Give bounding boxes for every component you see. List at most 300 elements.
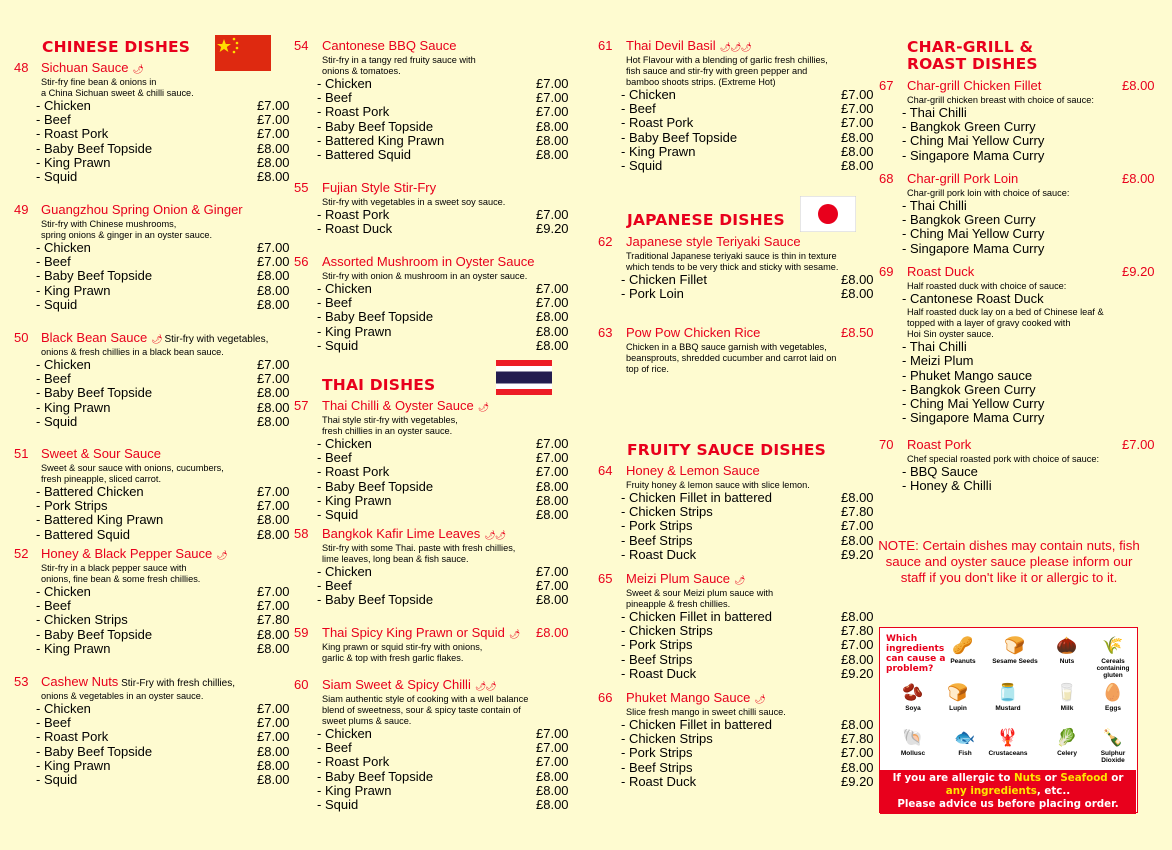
dish-name-text: Char-grill Chicken Fillet [907,78,1042,93]
option-label: - Battered Squid [317,146,411,162]
option-label: - Beef [36,254,71,270]
allergen-label: Celery [1057,750,1077,757]
warning-any: any ingredients [945,785,1037,797]
allergen-label: Lupin [949,705,967,712]
option-label: - King Prawn [317,323,392,339]
dish-name-text: Assorted Mushroom in Oyster Sauce [322,254,535,269]
option-price: £7.00 [257,371,290,387]
dish-name-text: Siam Sweet & Spicy Chilli [322,677,471,692]
menu-option-row [902,354,1142,368]
chilli-icon: 🌶 [132,64,143,74]
option-price: £7.80 [841,623,874,639]
nuts-icon: 🌰 [1056,636,1078,655]
menu-option-row [621,129,874,145]
option-price: £8.00 [536,118,569,134]
option-label: - Roast Duck [621,665,697,681]
dish-description: onions & fresh chillies in a black bean sauce. [41,347,224,357]
menu-dish-52 [14,546,290,656]
egg-icon: 🥚 [1102,683,1124,702]
menu-option-row [317,104,569,120]
menu-option-row [36,584,290,599]
menu-option-row [621,272,874,287]
menu-option-row [36,168,290,184]
fish-icon: 🐟 [954,728,976,747]
option-price: £7.00 [536,450,569,466]
menu-option-row [902,213,1142,227]
option-price: £9.20 [536,221,569,237]
option-price: £7.00 [257,498,290,514]
mollusc-icon: 🐚 [902,728,924,747]
option-price: £8.00 [536,323,569,339]
dish-sub-description: Half roasted duck lay on a bed of Chinese leaf & topped with a layer of gravy cooked with Hoi Sin oyster sauce. [907,307,1104,340]
allergen-crustaceans [985,728,1031,757]
option-price: £7.00 [257,729,290,745]
dish-description: Slice fresh mango in sweet chilli sauce. [626,707,786,717]
menu-dish-67 [879,78,1155,163]
menu-option-row [36,371,290,387]
menu-option-row [36,484,290,499]
menu-option-row [902,369,1142,383]
option-price: £8.00 [257,757,290,773]
menu-option-row [36,126,290,142]
option-price: £7.00 [536,726,569,741]
allergen-label: Milk [1060,705,1074,712]
option-price: £9.20 [841,773,874,789]
option-label: - Baby Beef Topside [36,268,153,284]
dish-name-text: Roast Pork [907,437,972,452]
option-label: - Roast Pork [317,104,390,120]
menu-option-row [36,701,290,716]
option-label: - Baby Beef Topside [317,768,434,784]
option-label: - Pork Strips [621,518,693,534]
dish-name [41,60,143,75]
menu-option-row [317,221,569,237]
menu-dish-63 [598,325,874,375]
menu-option-row [317,478,569,494]
dish-description: Chef special roasted pork with choice of sauce: [907,454,1100,464]
bottle-icon: 🍾 [1102,728,1124,747]
allergen-celery [1044,728,1090,757]
menu-dish-48 [14,60,290,184]
menu-option-row [36,357,290,372]
menu-option-row [317,564,569,579]
option-price: £8.00 [257,140,290,156]
allergen-lupin [935,683,981,712]
option-price: £8.00 [257,399,290,415]
option-price: £8.00 [536,796,569,812]
option-label: - Beef [36,112,71,128]
option-label: - Squid [36,296,78,312]
menu-option-row [621,609,874,624]
option-label: - Squid [36,413,78,429]
allergen-fish [942,728,988,757]
menu-option-row [317,295,569,311]
option-label: - Phuket Mango sauce [902,367,1033,383]
section-title-line-1: CHAR-GRILL & [907,38,1034,56]
dish-name [322,254,534,269]
sesame-icon: 🍞 [1004,636,1026,655]
menu-option-row [317,796,569,812]
option-price: £7.00 [536,76,569,91]
dish-name [41,546,227,561]
menu-option-row [621,157,874,173]
option-label: - Beef Strips [621,532,693,548]
menu-dish-55 [294,180,569,237]
option-label: - Chicken [36,357,91,372]
option-label: - Bangkok Green Curry [902,212,1036,228]
option-label: - Baby Beef Topside [317,309,434,325]
menu-option-row [902,411,1142,425]
warning-nuts: Nuts [1014,772,1041,784]
option-label: - Squid [317,506,359,522]
option-label: - Meizi Plum [902,353,974,369]
allergen-sulphur-dioxide [1090,728,1136,764]
option-price: £8.00 [536,309,569,325]
menu-option-row [902,120,1142,134]
celery-icon: 🥬 [1056,728,1078,747]
menu-option-row [317,90,569,106]
dish-name [322,180,436,195]
menu-option-row [902,397,1142,411]
dish-name-text: Black Bean Sauce [41,330,148,345]
dish-number: 55 [294,180,309,195]
dish-description: Stir-fry with vegetables in a sweet soy sauce. [322,197,506,207]
option-label: - Chicken [317,436,372,451]
section-title-thai: THAI DISHES [322,376,436,394]
menu-option-row [621,651,874,667]
dish-name [322,677,496,692]
option-label: - Squid [317,337,359,353]
menu-option-row [36,715,290,731]
dish-name-text: Meizi Plum Sauce [626,571,731,586]
option-label: - King Prawn [36,757,111,773]
chilli-icon: 🌶🌶🌶 [719,42,751,52]
dish-description: Hot Flavour with a blending of garlic fresh chillies, fish sauce and stir-fry with green pepper and bamboo shoots strips. (Extreme Hot) [626,55,828,87]
dish-number: 49 [14,202,29,217]
menu-option-row [317,450,569,466]
option-label: - Beef [317,295,352,311]
dish-description: Half roasted duck with choice of sauce: [907,281,1067,291]
menu-option-row [621,490,874,505]
japan-flag-icon [800,196,856,232]
allergen-cereals-containing-gluten [1090,636,1136,679]
option-label: - Roast Pork [621,115,694,131]
option-price: £7.00 [257,584,290,599]
dish-name-text: Sichuan Sauce [41,60,129,75]
option-price: £8.00 [536,506,569,522]
menu-option-row [36,413,290,429]
dish-name [626,690,765,705]
option-price: £7.00 [841,637,874,653]
menu-option-row [621,504,874,520]
warning-advice: Please advice us before placing order. [897,798,1119,810]
allergen-label: Nuts [1059,658,1075,665]
dish-name-text: Cantonese BBQ Sauce [322,38,457,53]
option-price: £8.00 [841,157,874,173]
option-label: - King Prawn [621,143,696,159]
option-price: £7.00 [536,90,569,106]
option-price: £8.00 [536,592,569,608]
dish-number: 51 [14,446,29,461]
option-label: - Beef Strips [621,759,693,775]
option-label: - Baby Beef Topside [36,626,153,642]
option-price: £8.00 [257,268,290,284]
option-label: - Roast Duck [621,546,697,562]
menu-option-row [36,498,290,514]
menu-option-row [36,729,290,745]
dish-description: onions & vegetables in an oyster sauce. [41,691,204,701]
warning-etc: , etc.. [1036,785,1071,797]
dish-name-text: Thai Spicy King Prawn or Squid [322,625,505,640]
option-price: £7.00 [536,207,569,222]
dish-name-text: Sweet & Sour Sauce [41,446,161,461]
menu-option-row [36,626,290,642]
option-label: - Roast Duck [621,773,697,789]
chilli-icon: 🌶🌶 [484,530,506,540]
menu-option-row [621,532,874,548]
menu-option-row [317,578,569,594]
dish-number: 48 [14,60,29,75]
menu-option-row [317,337,569,353]
dish-name [626,571,744,586]
menu-option-row [621,623,874,639]
menu-option-row [317,506,569,522]
option-label: - Beef [621,101,656,117]
dish-price: £8.50 [841,325,874,340]
dish-number: 56 [294,254,309,269]
menu-dish-49 [14,202,290,312]
option-price: £7.00 [257,254,290,270]
option-label: - Beef [317,90,352,106]
dish-name-text: Pow Pow Chicken Rice [626,325,761,340]
dish-name [41,674,235,689]
option-price: £8.00 [536,146,569,162]
section-title-japanese: JAPANESE DISHES [627,211,785,229]
allergen-nuts [1044,636,1090,665]
option-price: £7.00 [841,101,874,117]
menu-option-row [621,717,874,732]
menu-option-row [36,240,290,255]
option-label: - Pork Strips [621,637,693,653]
option-price: £8.00 [536,478,569,494]
option-label: - King Prawn [36,640,111,656]
allergen-label: Crustaceans [988,750,1028,757]
dish-description: Stir-fry with Chinese mushrooms, spring onions & ginger in an oyster sauce. [41,219,213,240]
menu-option-row [317,754,569,770]
chilli-icon: 🌶🌶 [474,681,496,691]
menu-option-row [36,399,290,415]
option-label: - Baby Beef Topside [317,592,434,608]
dish-name-text: Guangzhou Spring Onion & Ginger [41,202,243,217]
option-price: £7.00 [257,484,290,499]
option-price: £8.00 [536,492,569,508]
option-price: £7.00 [536,754,569,770]
mustard-icon: 🫙 [997,683,1019,702]
menu-dish-53 [14,674,290,787]
milk-icon: 🥛 [1056,683,1078,702]
option-price: £8.00 [257,626,290,642]
dish-number: 61 [598,38,613,53]
menu-option-row [317,146,569,162]
allergen-label: Mustard [995,705,1021,712]
menu-option-row [317,436,569,451]
allergen-mustard [985,683,1031,712]
option-price: £8.00 [841,129,874,145]
menu-option-row [36,757,290,773]
menu-option-row [902,340,1142,354]
option-price: £7.80 [257,612,290,628]
menu-dish-70 [879,437,1155,494]
option-price: £8.00 [257,743,290,759]
warning-or: or [1041,772,1061,784]
menu-option-row [36,640,290,656]
lupin-icon: 🍞 [947,683,969,702]
dish-description: Chicken in a BBQ sauce garnish with vegetables, beansprouts, shredded cucumber and carrot laid on top of rice. [626,342,837,374]
option-price: £7.00 [841,518,874,534]
option-label: - Chicken [36,240,91,255]
menu-option-row [621,637,874,653]
menu-option-row [902,465,1142,479]
menu-option-row [317,492,569,508]
allergen-label: Soya [905,705,921,712]
dish-name [322,625,519,640]
option-price: £8.00 [257,526,290,542]
allergen-label: Mollusc [900,750,926,757]
option-label: - Baby Beef Topside [317,118,434,134]
option-label: - Chicken Fillet in battered [621,490,773,505]
dish-name-text: Cashew Nuts [41,674,119,689]
option-label: - Roast Pork [317,464,390,480]
option-price: £8.00 [841,651,874,667]
allergen-sesame-seeds [992,636,1038,665]
option-price: £7.00 [257,357,290,372]
option-label: - Battered King Prawn [36,512,164,528]
menu-option-row [902,479,1142,493]
dish-description: Sweet & sour sauce with onions, cucumbers, fresh pineapple, sliced carrot. [41,463,224,484]
option-label: - Battered Squid [36,526,130,542]
option-price: £7.00 [536,104,569,120]
option-price: £7.00 [257,98,290,113]
section-title-chinese: CHINESE DISHES [42,38,191,56]
option-price: £7.00 [257,126,290,142]
menu-dish-56 [294,254,569,353]
menu-option-row [36,282,290,298]
menu-dish-64 [598,463,874,562]
option-price: £8.00 [841,609,874,624]
menu-dish-50 [14,330,290,429]
menu-dish-60 [294,677,569,812]
option-price: £8.00 [257,168,290,184]
dish-number: 53 [14,674,29,689]
thailand-flag-icon [496,360,552,395]
option-price: £8.00 [841,532,874,548]
menu-option-row [317,118,569,134]
dish-name-text: Honey & Lemon Sauce [626,463,760,478]
menu-dish-65 [598,571,874,681]
option-label: - Baby Beef Topside [36,140,153,156]
option-label: - Chicken [317,281,372,296]
option-label: - Chicken Fillet [621,272,707,287]
dish-inline-description: Stir-Fry with fresh chillies, [118,678,235,689]
option-label: - Beef [317,450,352,466]
menu-dish-61 [598,38,874,173]
dish-number: 69 [879,264,894,279]
option-label: - Ching Mai Yellow Curry [902,133,1045,149]
allergy-warning-banner [880,770,1136,814]
menu-option-row [317,132,569,148]
option-price: £7.00 [536,740,569,756]
allergen-eggs [1090,683,1136,712]
peanut-icon: 🥜 [952,636,974,655]
menu-option-row [36,140,290,156]
menu-option-row [36,771,290,787]
dish-name [626,325,760,340]
option-label: - Chicken [317,564,372,579]
menu-option-row [317,740,569,756]
option-label: - Chicken Fillet in battered [621,609,773,624]
allergen-label: Peanuts [950,658,976,665]
dish-name-text: Fujian Style Stir-Fry [322,180,437,195]
dish-number: 50 [14,330,29,345]
menu-dish-59 [294,625,569,664]
dish-name-text: Phuket Mango Sauce [626,690,751,705]
allergen-soya [890,683,936,712]
option-price: £8.00 [841,490,874,505]
menu-option-row [621,87,874,102]
chilli-icon: 🌶 [508,629,520,639]
option-price: £7.00 [257,112,290,128]
option-label: - Beef [317,578,352,594]
option-label: - Roast Pork [36,126,109,142]
chilli-icon: 🌶 [216,550,227,560]
dish-number: 58 [294,526,309,541]
menu-dish-57 [294,398,569,522]
allergen-milk [1044,683,1090,712]
dish-description: Stir-fry in a tangy red fruity sauce with onions & tomatoes. [322,55,476,76]
option-label: - King Prawn [317,492,392,508]
option-price: £8.00 [841,272,874,287]
option-label: - Chicken Strips [621,731,713,747]
option-label: - Pork Strips [621,745,693,761]
menu-option-row [36,598,290,614]
menu-option-row [902,199,1142,213]
dish-name-text: Japanese style Teriyaki Sauce [626,234,801,249]
dish-name-text: Thai Devil Basil [626,38,716,53]
menu-option-row [621,773,874,789]
option-price: £7.00 [841,745,874,761]
dish-number: 67 [879,78,894,93]
option-label: - King Prawn [36,282,111,298]
menu-option-row [36,268,290,284]
option-price: £7.00 [536,564,569,579]
menu-dish-58 [294,526,569,608]
menu-option-row [36,512,290,528]
option-label: - Chicken Strips [621,504,713,520]
dish-description: Thai style stir-fry with vegetables, fresh chillies in an oyster sauce. [322,415,458,436]
menu-option-row [621,115,874,131]
option-price: £8.00 [257,296,290,312]
option-label: - Squid [36,771,78,787]
option-label: - Beef [36,598,71,614]
dish-description: Char-grill pork loin with choice of sauce: [907,188,1070,198]
option-price: £7.00 [536,281,569,296]
option-price: £8.00 [841,286,874,302]
menu-option-row [317,726,569,741]
chilli-icon: 🌶 [151,334,162,344]
dish-number: 64 [598,463,613,478]
dish-name [322,38,456,53]
option-label: - Baby Beef Topside [36,743,153,759]
